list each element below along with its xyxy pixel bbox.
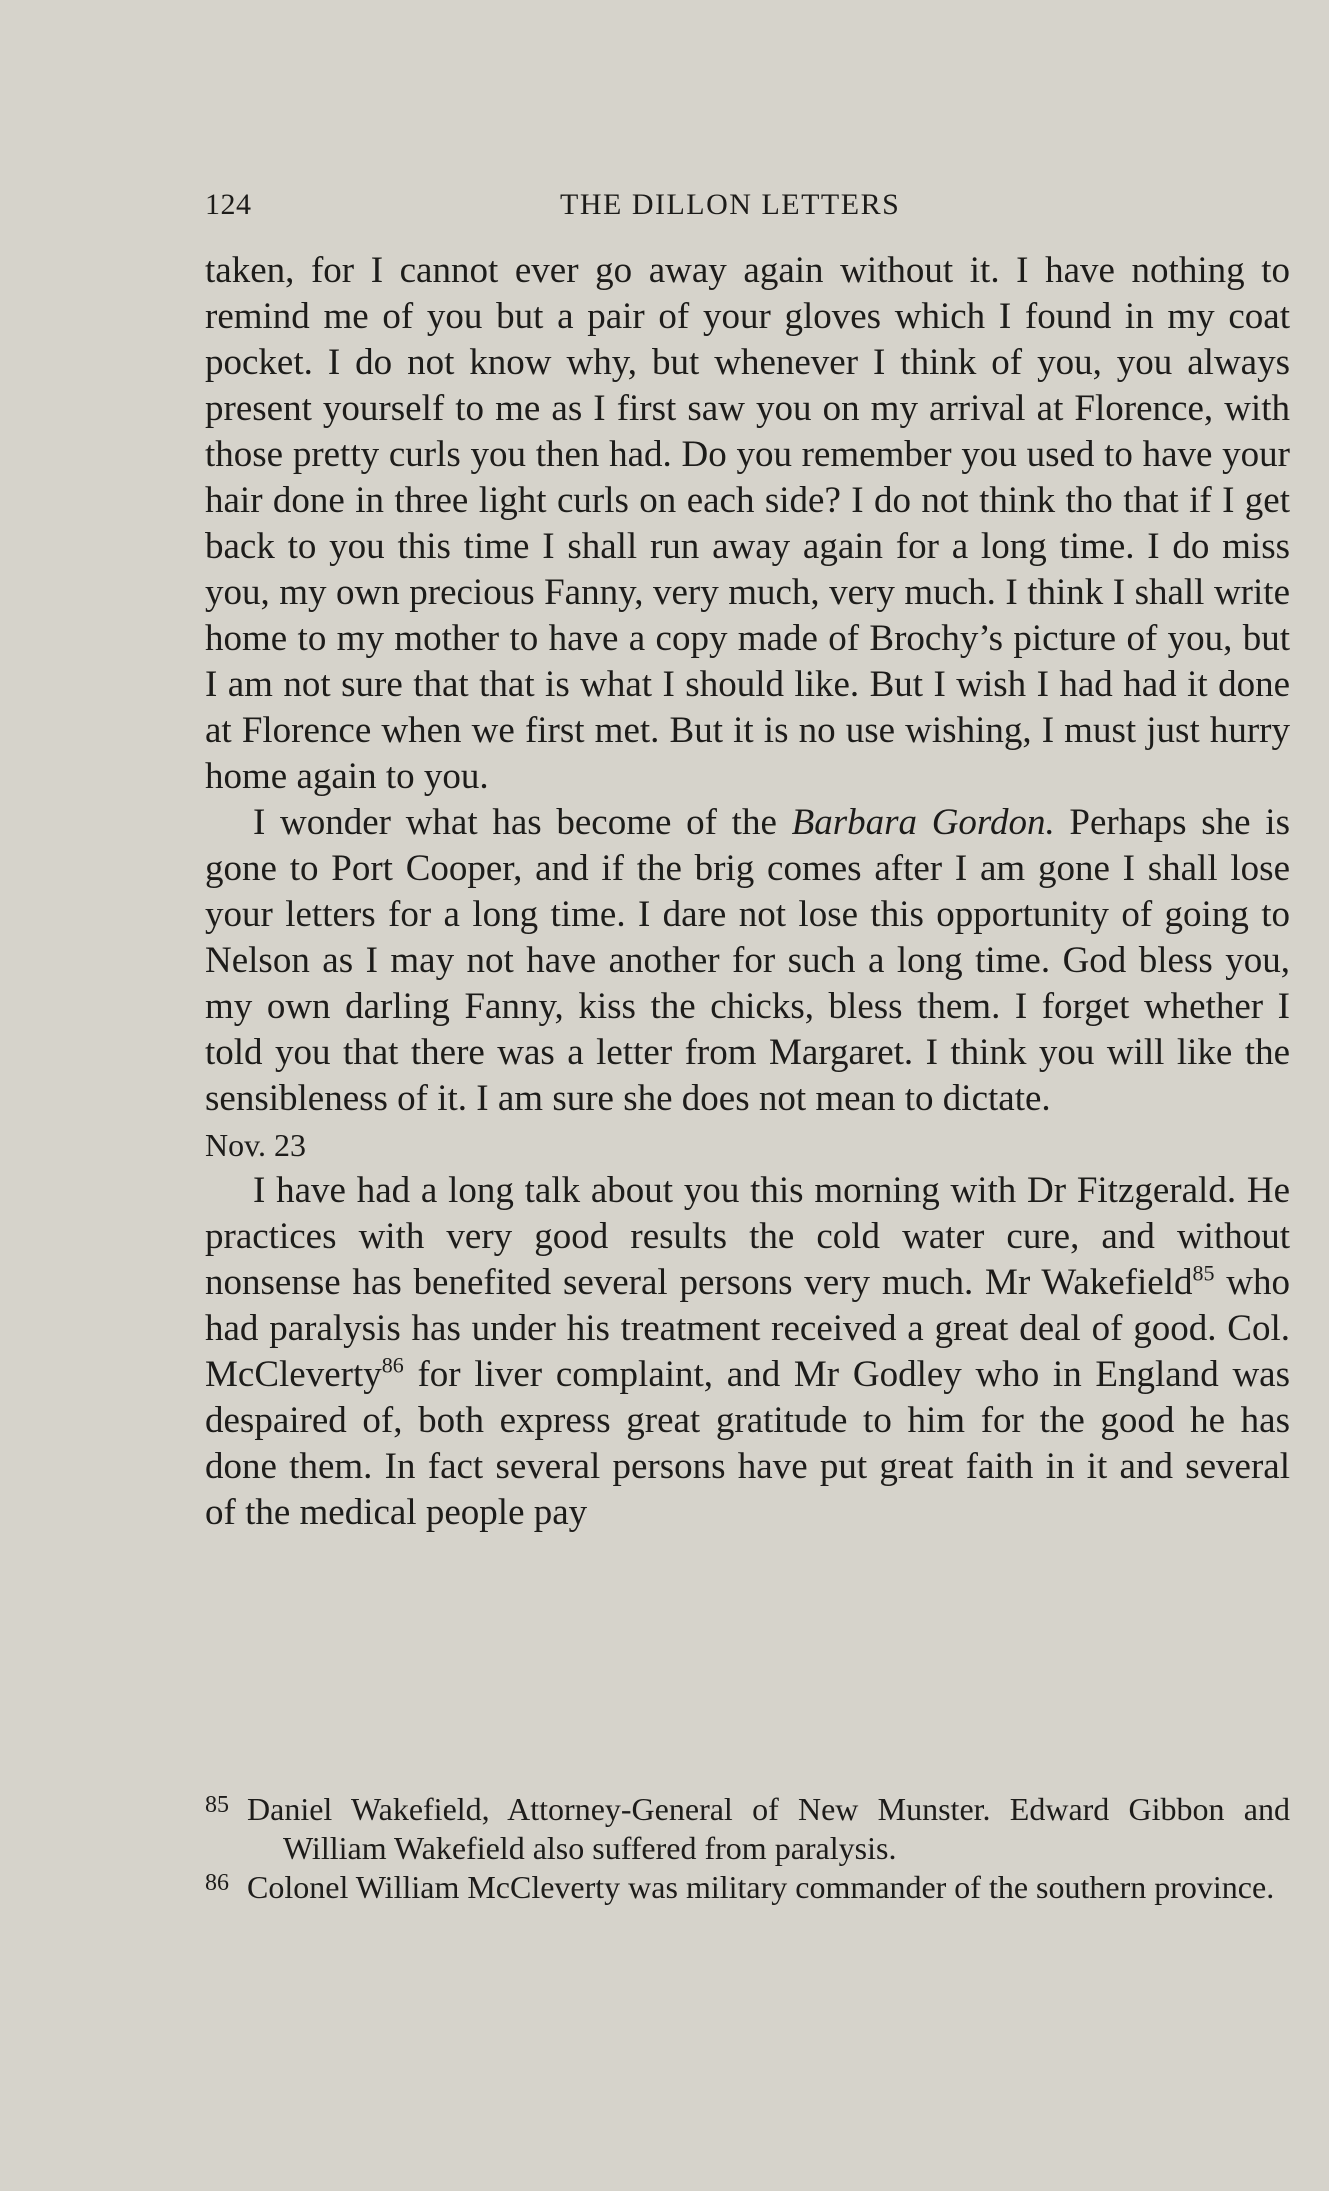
date-heading: Nov. 23 [205, 1127, 307, 1163]
paragraph-text: I wonder what has become of the [253, 802, 792, 843]
ship-name: Barbara Gordon. [791, 802, 1055, 843]
footnote-ref-85: 85 [1192, 1260, 1215, 1286]
body-text [205, 248, 1290, 1536]
paragraph-barbara-gordon [205, 800, 1290, 1122]
footnote-text: Colonel William McCleverty was military commander of the southern province. [247, 1869, 1275, 1905]
footnote-text: Daniel Wakefield, Attorney-General of New Munster. Edward Gibbon and William Wakefield also suffered from paralysis. [247, 1791, 1290, 1866]
paragraph-text: Perhaps she is gone to Port Cooper, and if the brig comes after I am gone I shall lose your letters for a long time. I dare not lose this opportunity of going to Nelson as I may not have another for such a long time. God bless you, my own darling Fanny, kiss the chicks, bless them. I forget whether I told you that there was a letter from Margaret. I think you will like the sensibleness of it. I am sure she does not mean to dictate. [205, 802, 1290, 1119]
paragraph-dr-fitzgerald [205, 1168, 1290, 1536]
paragraph-text: who had paralysis has under his treatment received a great deal of good. Col. McCleverty [205, 1262, 1290, 1395]
footnote-marker: 86 [205, 1870, 229, 1896]
footnote-86 [205, 1868, 1290, 1907]
paragraph-text: I have had a long talk about you this morning with Dr Fitzgerald. He practices with very good results the cold water cure, and without nonsense has benefited several persons very much. Mr Wakefield [205, 1170, 1290, 1303]
running-head [205, 188, 1290, 228]
footnote-85 [205, 1790, 1290, 1868]
page-number: 124 [205, 188, 252, 221]
running-title: THE DILLON LETTERS [560, 188, 901, 221]
footnote-ref-86: 86 [381, 1352, 404, 1378]
footnote-marker: 85 [205, 1792, 229, 1818]
footnotes [205, 1790, 1290, 1907]
paragraph-text: for liver complaint, and Mr Godley who in England was despaired of, both express great gratitude to him for the good he has done them. In fact several persons have put great faith in it and several of the medical people pay [205, 1354, 1290, 1533]
paragraph-continued: taken, for I cannot ever go away again without it. I have nothing to remind me of you but a pair of your gloves which I found in my coat pocket. I do not know why, but whenever I think of you, you always present yourself to me as I first saw you on my arrival at Florence, with those pretty curls you then had. Do you remember you used to have your hair done in three light curls on each side? I do not think tho that if I get back to you this time I shall run away again for a long time. I do miss you, my own precious Fanny, very much, very much. I think I shall write home to my mother to have a copy made of Brochy’s picture of you, but I am not sure that that is what I should like. But I wish I had had it done at Florence when we first met. But it is no use wishing, I must just hurry home again to you. [205, 250, 1290, 797]
